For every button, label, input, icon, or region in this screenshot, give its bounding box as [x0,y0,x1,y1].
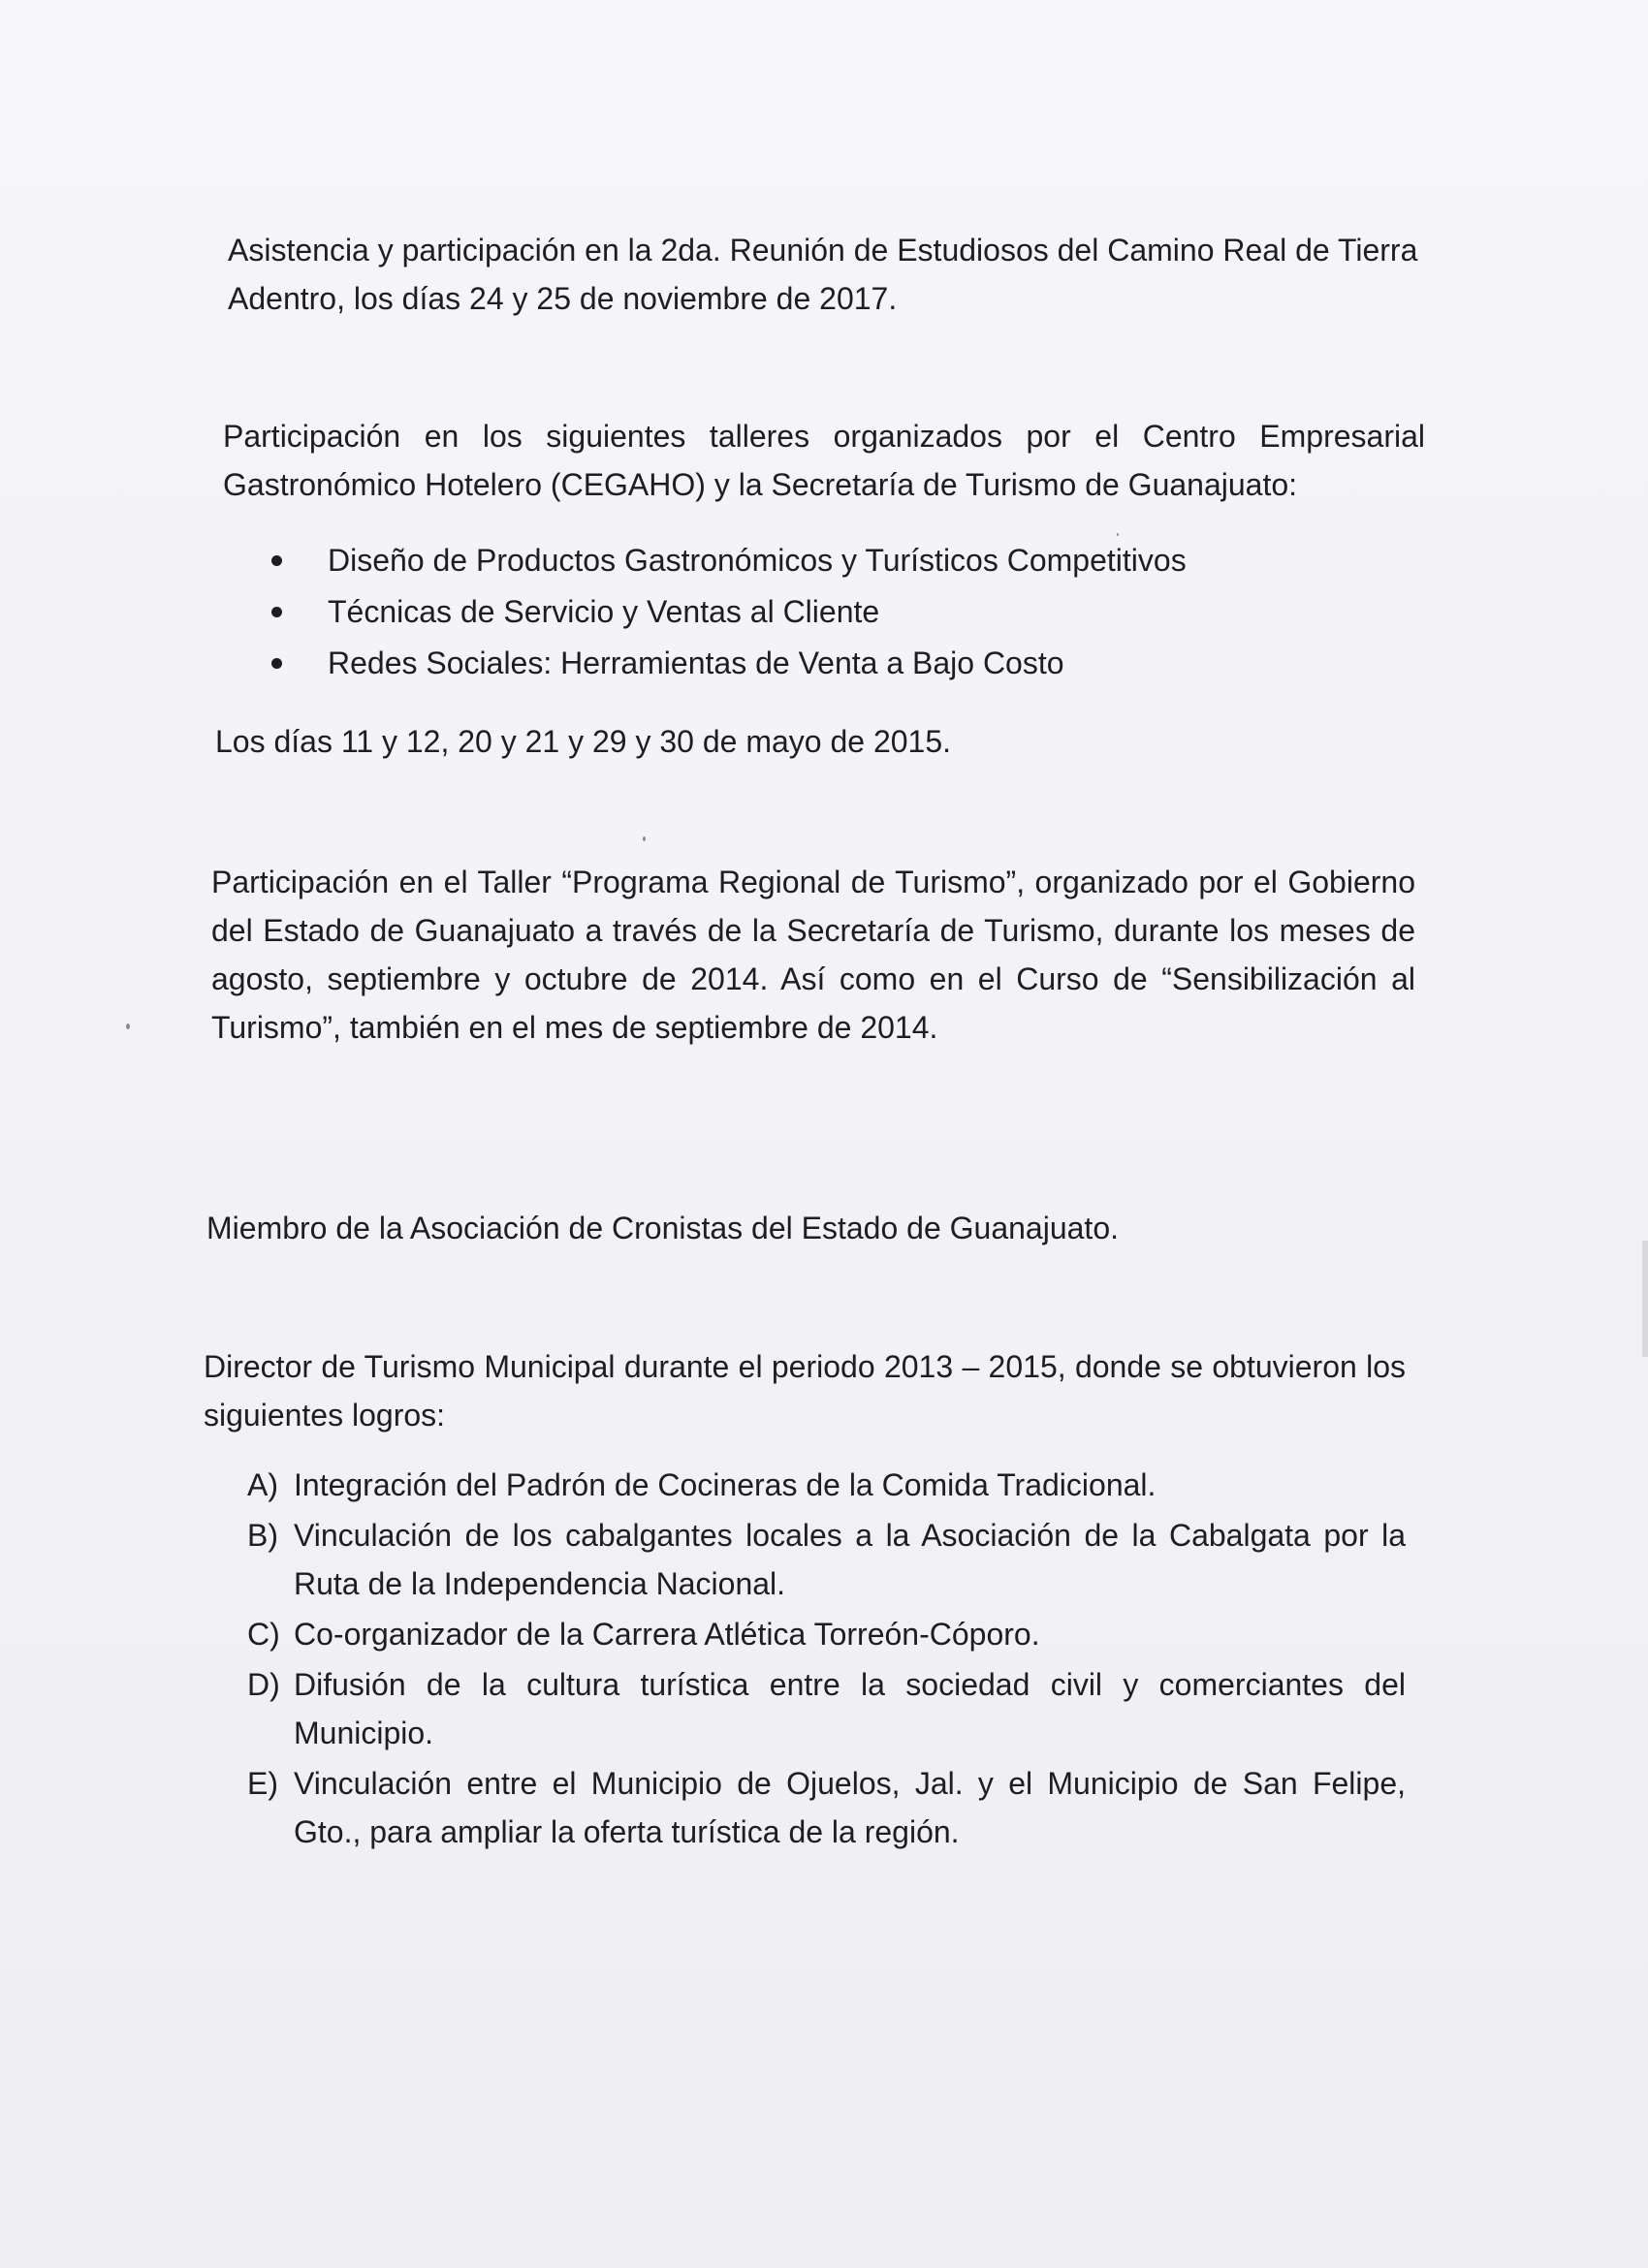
list-item [247,1610,1406,1658]
scan-speck [1117,533,1119,536]
list-item [247,1461,1406,1509]
list-item [271,638,1187,689]
list-item-label: Difusión de la cultura turística entre la sociedad civil y comerciantes del Municipio. [294,1667,1406,1750]
bullet-icon [271,658,282,669]
list-item [271,535,1187,586]
list-item-marker: A) [247,1467,278,1502]
bullet-icon [271,555,282,566]
list-item-label: Técnicas de Servicio y Ventas al Cliente [328,594,880,629]
scan-speck [643,836,646,841]
list-item [247,1660,1406,1757]
list-item [271,586,1187,638]
page-edge-shadow [1642,1241,1648,1357]
paragraph-talleres-cegaho: Participación en los siguientes talleres organizados por el Centro Empresarial Gastronómico Hotelero (CEGAHO) y la Secretaría de Turismo de Guanajuato: [223,419,1425,502]
paragraph-programa-regional: Participación en el Taller “Programa Regional de Turismo”, organizado por el Gobierno del Estado de Guanajuato a través de la Secretaría de Turismo, durante los meses de agosto, septiembre y octubre de 2014. Así como en el Curso de “Sensibilización al Turismo”, también en el mes de septiembre de 2014. [211,865,1415,1045]
list-item-label: Diseño de Productos Gastronómicos y Turísticos Competitivos [328,543,1187,578]
list-item [247,1759,1406,1856]
paragraph-reunion-estudiosos: Asistencia y participación en la 2da. Reunión de Estudiosos del Camino Real de Tierra Adentro, los días 24 y 25 de noviembre de 2017. [228,233,1418,316]
list-item-marker: E) [247,1766,278,1801]
logros-list [247,1461,1406,1858]
list-item-label: Co-organizador de la Carrera Atlética Torreón-Cóporo. [294,1617,1040,1652]
list-item-label: Integración del Padrón de Cocineras de la Comida Tradicional. [294,1467,1157,1502]
paragraph-director-turismo: Director de Turismo Municipal durante el periodo 2013 – 2015, donde se obtuvieron los siguientes logros: [204,1349,1406,1433]
list-item [247,1511,1406,1608]
list-item-label: Vinculación entre el Municipio de Ojuelos, Jal. y el Municipio de San Felipe, Gto., para ampliar la oferta turística de la región. [294,1766,1406,1849]
paragraph-miembro-cronistas: Miembro de la Asociación de Cronistas del Estado de Guanajuato. [206,1211,1119,1245]
list-item-label: Vinculación de los cabalgantes locales a la Asociación de la Cabalgata por la Ruta de la Independencia Nacional. [294,1518,1406,1601]
talleres-list [271,535,1187,689]
list-item-marker: B) [247,1518,278,1553]
list-item-label: Redes Sociales: Herramientas de Venta a Bajo Costo [328,646,1064,680]
list-item-marker: C) [247,1617,280,1652]
bullet-icon [271,607,282,617]
paragraph-fechas-mayo: Los días 11 y 12, 20 y 21 y 29 y 30 de mayo de 2015. [215,724,952,759]
scan-speck [126,1024,130,1029]
list-item-marker: D) [247,1667,280,1702]
